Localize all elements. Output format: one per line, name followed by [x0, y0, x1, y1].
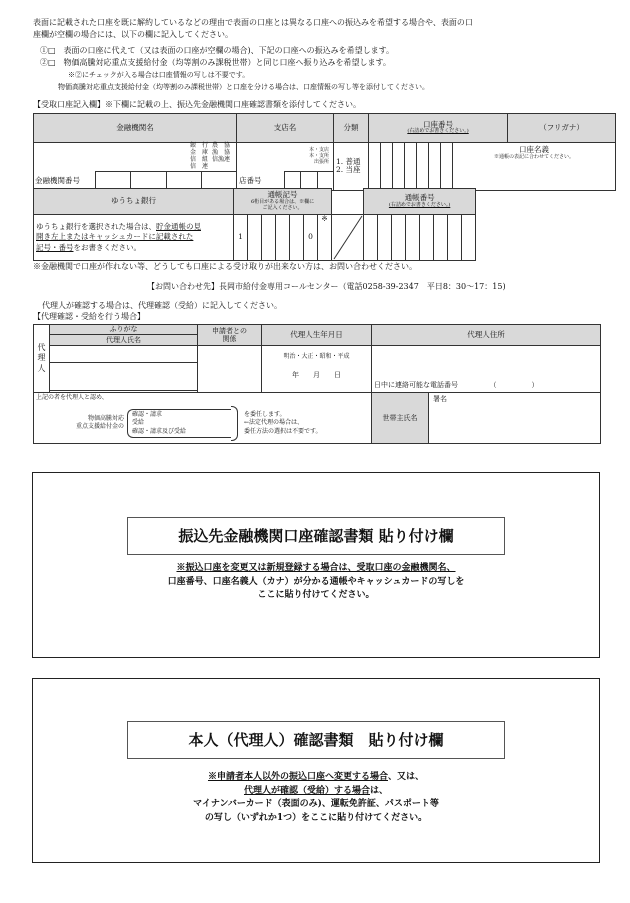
- agent-table: [33, 324, 601, 444]
- attach-identity-line-1: 、又は、: [388, 772, 425, 782]
- delegation-text-1: を委任します。: [244, 410, 286, 418]
- yucho-desc-3u: 記号・番号: [36, 242, 74, 252]
- account-number-header: [369, 114, 508, 143]
- branch-code-digit[interactable]: [284, 172, 300, 190]
- passbook-symbol-header: [234, 189, 332, 215]
- passbook-digit[interactable]: [392, 215, 406, 261]
- delegation-benefit-1: 物価高騰対応: [87, 415, 124, 422]
- agent-kana-header: ふりがな: [50, 325, 198, 335]
- attach-identity-line-2: は、: [370, 785, 389, 796]
- account-digit-7[interactable]: [441, 143, 453, 191]
- account-holder-cell[interactable]: [453, 143, 616, 191]
- attach-identity-title: 本人（代理人）確認書類 貼り付け欄: [127, 721, 505, 759]
- delegation-cell: [34, 393, 372, 444]
- passbook-symbol-sub1: 6桁目がある場合は、※欄に: [250, 199, 315, 206]
- bank-type-shinkumi: 信 組: [189, 155, 208, 163]
- delegation-intro: 上記の者を代理人と認め、: [36, 394, 108, 401]
- delegation-text-3: 委任方法の選択は不要です。: [244, 427, 322, 435]
- attach-identity-line-2u: 代理人が確認（受給）する場合: [243, 785, 370, 796]
- delegation-benefit: [36, 415, 127, 432]
- agent-name-header: 代理人氏名: [50, 335, 198, 346]
- type-header: 分類: [334, 114, 369, 143]
- furigana-header: （フリガナ）: [508, 114, 616, 143]
- agent-birth-ymd: 年 月 日: [292, 370, 341, 379]
- branch-type-honshiten: 本・支店: [308, 147, 329, 154]
- choice-confirm-claim-receive[interactable]: 確認・請求及び受給: [132, 427, 187, 435]
- option-1-checkbox-text[interactable]: ①□ 表面の口座に代えて（又は表面の口座が空欄の場合)、下記の口座への振込みを希望します。: [40, 46, 395, 55]
- attach-identity-box[interactable]: [32, 678, 600, 863]
- passbook-number-sublabel: (右詰めでお書きください。): [388, 201, 451, 208]
- yucho-diagonal-cell: [332, 215, 364, 261]
- passbook-number-header: [364, 189, 476, 215]
- agent-name-field[interactable]: [50, 363, 198, 391]
- account-digit-4[interactable]: [405, 143, 417, 191]
- delegation-text: [238, 411, 322, 436]
- agent-relation-label: 申請者との: [212, 326, 247, 335]
- bank-code-label: 金融機関番号: [35, 175, 80, 185]
- delegation-text-2: ←法定代理の場合は、: [244, 419, 304, 427]
- passbook-digit[interactable]: [434, 215, 448, 261]
- bank-type-shingyoren: 信漁連: [211, 155, 230, 163]
- passbook-number-label: 通帳番号: [404, 193, 435, 203]
- symbol-digit-3[interactable]: [262, 215, 276, 261]
- agent-birth-header: 代理人生年月日: [262, 325, 372, 346]
- type-current[interactable]: 2. 当座: [336, 165, 361, 175]
- symbol-digit-5[interactable]: [290, 215, 304, 261]
- agent-phone-label: 日中に連絡可能な電話番号 （ ）: [374, 380, 539, 389]
- branch-name-cell[interactable]: [237, 143, 334, 171]
- option-note-2: 物価高騰対応重点支援給付金（均等割のみ課税世帯）と口座を分ける場合は、口座情報の写し等を添付してください。: [58, 83, 429, 91]
- yucho-desc-3: をお書きください。: [73, 242, 141, 252]
- contact-info: 【お問い合わせ先】長岡市給付金専用コールセンター（電話0258-39-2347 平日8：30～17：15): [147, 282, 506, 291]
- bank-name-cell[interactable]: [34, 143, 237, 171]
- delegation-benefit-2: 重点支援給付金の: [75, 423, 124, 431]
- agent-relation-field[interactable]: [198, 346, 262, 393]
- yucho-desc-1u: 貯金通帳の見: [156, 221, 201, 231]
- branch-code-digit[interactable]: [300, 172, 316, 190]
- delegation-choice-group: [127, 409, 231, 438]
- intro-line-2: 座欄が空欄の場合には、以下の欄に記入してください。: [33, 30, 233, 39]
- yucho-table: [33, 188, 476, 261]
- yucho-desc-2u: 開き左上またはキャッシュカードに記載された: [36, 232, 194, 242]
- bank-type-list-right: [212, 143, 230, 171]
- diagonal-line: [332, 215, 364, 260]
- passbook-digit[interactable]: [420, 215, 434, 261]
- passbook-symbol-label: 通帳記号: [267, 190, 298, 200]
- symbol-extra-digit[interactable]: ※: [318, 215, 332, 261]
- attach-identity-line-4: の写し（いずれか1つ）をここに貼り付けてください。: [204, 812, 428, 823]
- attach-account-box[interactable]: [32, 472, 600, 658]
- agent-address-field[interactable]: [372, 346, 601, 393]
- symbol-digit-2[interactable]: [248, 215, 262, 261]
- attach-account-title: 振込先金融機関口座確認書類 貼り付け欄: [127, 517, 505, 555]
- account-digit-1[interactable]: [369, 143, 381, 191]
- bank-type-gyokyo: 漁 協: [211, 148, 230, 156]
- bank-code-digit[interactable]: [201, 172, 236, 190]
- agent-birth-eras: 明治・大正・昭和・平成: [283, 353, 350, 360]
- agent-side-label: 代 理 人: [34, 325, 50, 393]
- account-footnote: ※金融機関で口座が作れない等、どうしても口座による受け取りが出来ない方は、お問い合わせください。: [33, 262, 417, 271]
- passbook-digit[interactable]: [448, 215, 462, 261]
- agent-relation-label-2: 関係: [222, 335, 237, 343]
- yucho-spacer: [332, 189, 364, 215]
- account-number-sublabel: (右詰めでお書きください。): [407, 128, 469, 135]
- account-digit-2[interactable]: [381, 143, 393, 191]
- choice-confirm-claim[interactable]: 確認・請求: [132, 410, 163, 418]
- branch-code-label: 店番号: [239, 175, 262, 185]
- bank-type-nokyo: 農 協: [211, 142, 230, 149]
- account-digit-6[interactable]: [429, 143, 441, 191]
- bank-code-digit[interactable]: [130, 172, 165, 190]
- yucho-desc-1: ゆうちょ銀行を選択された場合は、: [36, 221, 156, 231]
- bank-code-digit[interactable]: [95, 172, 130, 190]
- bank-name-header: 金融機関名: [34, 114, 237, 143]
- agent-kana-field[interactable]: [50, 346, 198, 363]
- attach-identity-line-1u: ※申請者本人以外の振込口座へ変更する場合: [207, 772, 388, 782]
- householder-signature-field[interactable]: [429, 393, 601, 444]
- option-2-checkbox-text[interactable]: ②□ 物価高騰対応重点支援給付金（均等割のみ課税世帯）と同じ口座へ振り込みを希望します。: [40, 58, 391, 67]
- delegation-bracket-right: [231, 406, 238, 441]
- agent-heading: 【代理確認・受給を行う場合】: [33, 312, 145, 321]
- bank-type-bank: 銀 行: [189, 142, 208, 149]
- account-digit-3[interactable]: [393, 143, 405, 191]
- symbol-digit-1[interactable]: 1: [234, 215, 248, 261]
- attach-account-note: [33, 562, 599, 603]
- bank-type-list-left: [190, 143, 208, 171]
- symbol-digit-6[interactable]: 0: [304, 215, 318, 261]
- householder-label: 世帯主氏名: [372, 393, 429, 444]
- passbook-symbol-sub2: ご記入ください。: [262, 204, 303, 211]
- attach-identity-note: [33, 771, 599, 825]
- account-number-label: 口座番号: [423, 119, 454, 129]
- attach-account-line-3: ここに貼り付けてください。: [257, 590, 375, 600]
- account-holder-sublabel: ※通帳の表記に合わせてください。: [494, 153, 575, 160]
- attach-account-line-1: ※振込口座を変更又は新規登録する場合は、受取口座の金融機関名、: [176, 563, 456, 573]
- bank-type-kinko: 金 庫: [189, 148, 208, 156]
- agent-intro: 代理人が確認する場合は、代理確認（受給）に記入してください。: [42, 301, 282, 310]
- account-digit-5[interactable]: [417, 143, 429, 191]
- branch-code-digit[interactable]: [317, 172, 333, 190]
- passbook-digit[interactable]: [364, 215, 378, 261]
- attach-identity-line-3: マイナンバーカード（表面のみ)、運転免許証、パスポート等: [193, 799, 439, 809]
- option-note-1: ※②にチェックが入る場合は口座情報の写しは不要です。: [68, 71, 250, 79]
- account-section-heading: 【受取口座記入欄】※下欄に記載の上、振込先金融機関口座確認書類を添付してください。: [33, 100, 361, 109]
- passbook-digit[interactable]: [462, 215, 476, 261]
- symbol-digit-4[interactable]: [276, 215, 290, 261]
- branch-type-shutchojo: 出張所: [313, 158, 329, 165]
- account-table: [33, 113, 616, 191]
- agent-address-header: 代理人住所: [372, 325, 601, 346]
- passbook-digit[interactable]: [406, 215, 420, 261]
- intro-line-1: 表面に記載された口座を既に解約しているなどの理由で表面の口座とは異なる口座への振込みを希望する場合や、表面の口: [33, 18, 473, 27]
- passbook-digit[interactable]: [378, 215, 392, 261]
- yucho-header: ゆうちょ銀行: [34, 189, 234, 215]
- account-holder-label: 口座名義: [519, 145, 550, 154]
- agent-birth-field[interactable]: [262, 346, 372, 393]
- bank-type-shinren: 信 連: [189, 162, 208, 170]
- bank-code-digit[interactable]: [166, 172, 201, 190]
- branch-type-honshisho: 本・支所: [308, 152, 329, 159]
- signature-label: 署名: [433, 395, 447, 403]
- yucho-description: [34, 215, 234, 261]
- agent-relation-header: [198, 325, 262, 346]
- type-cell[interactable]: [334, 143, 369, 191]
- type-ordinary[interactable]: 1. 普通: [336, 156, 361, 166]
- choice-receive[interactable]: 受給: [132, 419, 145, 427]
- attach-account-line-2: 口座番号、口座名義人（カナ）が分かる通帳やキャッシュカードの写しを: [167, 576, 465, 587]
- branch-name-header: 支店名: [237, 114, 334, 143]
